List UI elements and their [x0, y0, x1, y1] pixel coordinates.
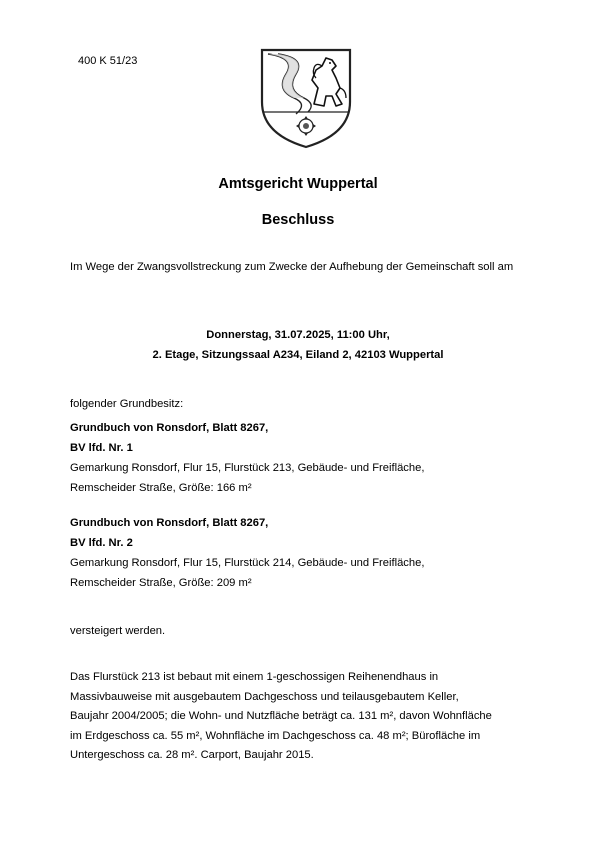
description-line: Baujahr 2004/2005; die Wohn- und Nutzfläche beträgt ca. 131 m², davon Wohnfläche: [70, 710, 492, 722]
property-description: [70, 668, 535, 766]
court-name: Amtsgericht Wuppertal: [218, 176, 378, 192]
parcel-detail: Remscheider Straße, Größe: 166 m²: [70, 482, 252, 494]
case-number: 400 K 51/23: [78, 55, 138, 67]
parcel-heading: Grundbuch von Ronsdorf, Blatt 8267,: [70, 422, 269, 434]
parcel-block: [70, 418, 530, 498]
description-line: im Erdgeschoss ca. 55 m², Wohnfläche im Dachgeschoss ca. 48 m²; Bürofläche im: [70, 729, 481, 742]
auction-result-text: versteigert werden.: [70, 625, 166, 637]
description-line: Untergeschoss ca. 28 m². Carport, Baujahr 2015.: [70, 749, 314, 761]
description-line: Das Flurstück 213 ist bebaut mit einem 1-geschossigen Reihenendhaus in: [70, 671, 439, 683]
description-line: Massivbauweise mit ausgebautem Dachgeschoss und teilausgebautem Keller,: [70, 690, 459, 703]
property-lead: folgender Grundbesitz:: [70, 398, 184, 410]
parcel-detail: Gemarkung Ronsdorf, Flur 15, Flurstück 214, Gebäude- und Freifläche,: [70, 557, 425, 569]
parcel-detail: Gemarkung Ronsdorf, Flur 15, Flurstück 213, Gebäude- und Freifläche,: [70, 462, 425, 474]
document-title: Beschluss: [261, 212, 335, 228]
auction-date-block: [0, 325, 596, 365]
parcel-bv-number: BV lfd. Nr. 2: [70, 537, 133, 549]
parcel-block: [70, 513, 530, 593]
auction-location: 2. Etage, Sitzungssaal A234, Eiland 2, 42103 Wuppertal: [152, 349, 444, 361]
auction-date: Donnerstag, 31.07.2025, 11:00 Uhr,: [206, 329, 390, 341]
intro-paragraph: Im Wege der Zwangsvollstreckung zum Zwecke der Aufhebung der Gemeinschaft soll am: [70, 261, 514, 273]
parcel-bv-number: BV lfd. Nr. 1: [70, 442, 133, 454]
nrw-coat-of-arms-icon: [256, 44, 356, 150]
parcel-detail: Remscheider Straße, Größe: 209 m²: [70, 577, 252, 589]
parcel-heading: Grundbuch von Ronsdorf, Blatt 8267,: [70, 517, 269, 529]
